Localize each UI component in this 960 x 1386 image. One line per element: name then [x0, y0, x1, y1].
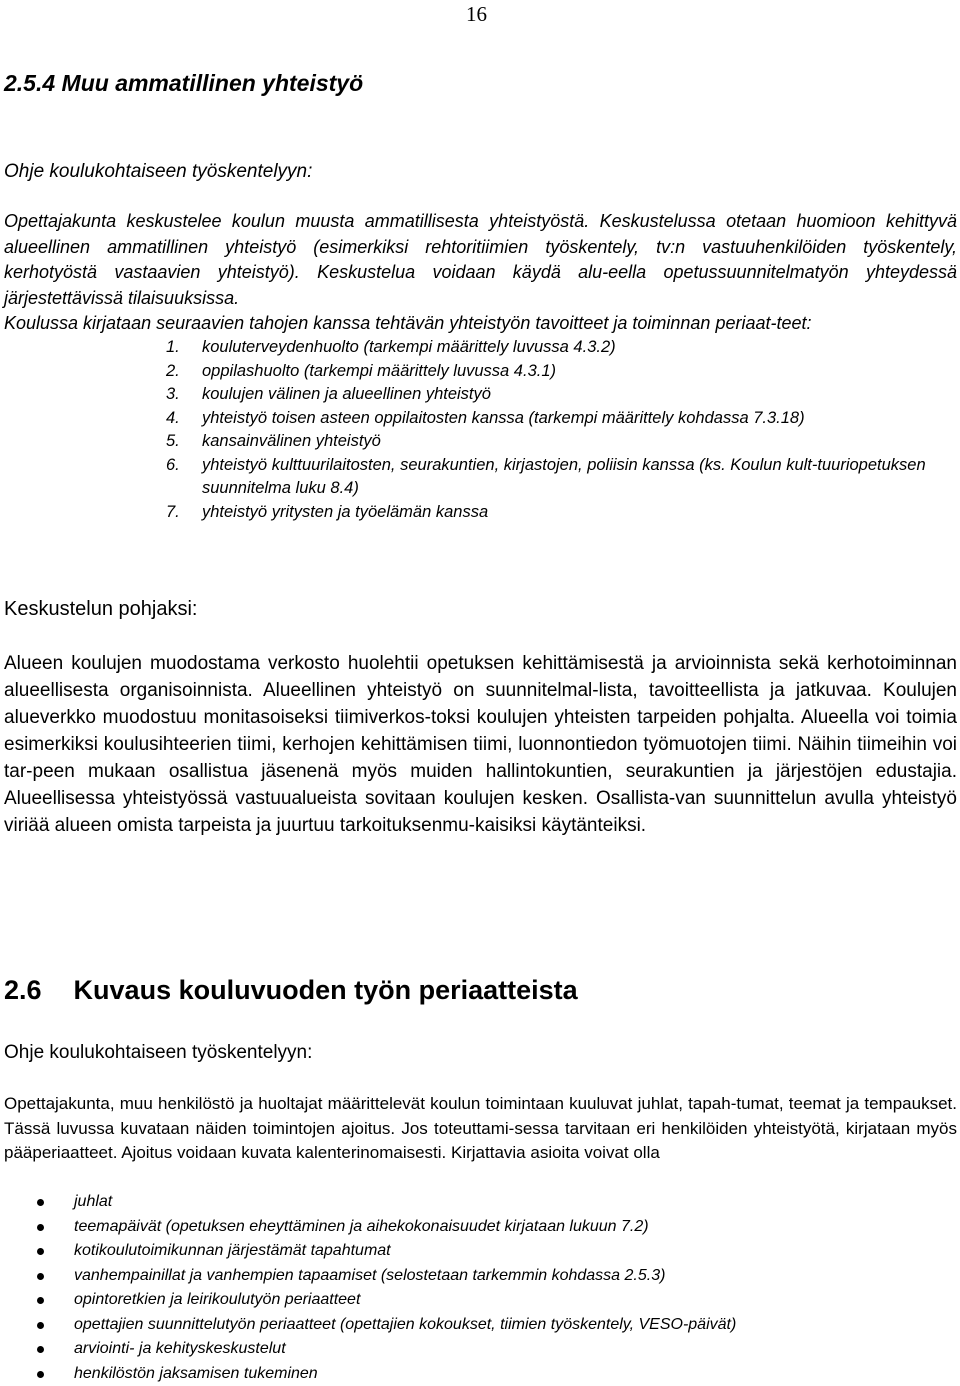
list-number: 5.: [166, 430, 180, 454]
list-text: koulujen välinen ja alueellinen yhteistyö: [202, 385, 491, 403]
bullet-icon: [37, 1371, 44, 1378]
list-item: [166, 430, 956, 454]
bullet-icon: [37, 1322, 44, 1329]
list-number: 3.: [166, 383, 180, 407]
list-number: 2.: [166, 360, 180, 384]
discussion-paragraph: Alueen koulujen muodostama verkosto huolehtii opetuksen kehittämisestä ja arvioinnista sekä kerhotoiminnan alueellisesta organisoinnista. Alueellinen yhteistyö on suunnitelmal-lista, tavoitteellista ja jatkuvaa. Koulujen alueverkko muodostuu monitasoiseksi tiimiverkos-toksi koulujen yhteisten tarpeiden pohjalta. Alueella voi toimia esimerkiksi koulusihteerien tiimi, kerhojen kehittämisen tiimi, luonnontiedon työmuotojen tiimi. Näihin tiimeihin voi tar-peen mukaan osallistua jäsenenä myös muiden hallintokuntien, seurakuntien ja järjestöjen edustajia. Alueellisessa yhteistyössä vastuualueista sovitaan koulujen kesken. Osallista-van suunnittelun avulla yhteistyö viriää alueen omista tarpeista ja juurtuu tarkoituksenmu-kaisiksi käytänteiksi.: [4, 650, 957, 839]
bullet-icon: [37, 1199, 44, 1206]
bullet-text: juhlat: [74, 1193, 112, 1210]
section-paragraph: [4, 209, 957, 337]
bullet-icon: [37, 1297, 44, 1304]
bullet-icon: [37, 1273, 44, 1280]
bullet-list: [0, 1190, 956, 1386]
bullet-icon: [37, 1224, 44, 1231]
bullet-text: kotikoulutoimikunnan järjestämät tapahtumat: [74, 1242, 391, 1259]
chapter-paragraph: Opettajakunta, muu henkilöstö ja huoltajat määrittelevät koulun toimintaan kuuluvat juhlat, tapah-tumat, teemat ja tempaukset. Tässä luvussa kuvataan näiden toimintojen ajoitus. Jos toteuttami-sessa tarvitaan eri henkilöiden yhteistyötä, kirjataan myös pääperiaatteet. Ajoitus voidaan kuvata kalenterinomaisesti. Kirjattavia asioita voivat olla: [4, 1092, 957, 1166]
list-text: yhteistyö kulttuurilaitosten, seurakuntien, kirjastojen, poliisin kanssa (ks. Koulun kult-tuuriopetuksen suunnitelma luku 8.4): [202, 456, 926, 498]
bullet-text: teemapäivät (opetuksen eheyttäminen ja aihekokonaisuudet kirjataan lukuun 7.2): [74, 1218, 649, 1235]
bullet-item: [0, 1313, 956, 1338]
discussion-heading: Keskustelun pohjaksi:: [4, 598, 197, 621]
list-text: oppilashuolto (tarkempi määrittely luvussa 4.3.1): [202, 362, 556, 380]
chapter-heading-text: Kuvaus kouluvuoden työn periaatteista: [74, 975, 578, 1005]
bullet-item: [0, 1215, 956, 1240]
bullet-item: [0, 1190, 956, 1215]
bullet-icon: [37, 1248, 44, 1255]
page-number: 16: [466, 2, 487, 27]
list-text: yhteistyö toisen asteen oppilaitosten kanssa (tarkempi määrittely kohdassa 7.3.18): [202, 409, 805, 427]
list-number: 4.: [166, 407, 180, 431]
list-number: 6.: [166, 454, 180, 478]
bullet-item: [0, 1239, 956, 1264]
list-text: kouluterveydenhuolto (tarkempi määrittely luvussa 4.3.2): [202, 338, 616, 356]
bullet-item: [0, 1264, 956, 1289]
list-item: [166, 360, 956, 384]
bullet-text: vanhempainillat ja vanhempien tapaamiset (selostetaan tarkemmin kohdassa 2.5.3): [74, 1267, 665, 1284]
section-paragraph-2: Koulussa kirjataan seuraavien tahojen kanssa tehtävän yhteistyön tavoitteet ja toiminnan periaat-teet:: [4, 311, 957, 337]
list-text: kansainvälinen yhteistyö: [202, 432, 381, 450]
chapter-heading: [4, 975, 578, 1006]
section-paragraph-1: Opettajakunta keskustelee koulun muusta ammatillisesta yhteistyöstä. Keskustelussa otetaan huomioon kehittyvä alueellinen ammatillinen yhteistyö (esimerkiksi rehtoritiimien työskentely, tv:n vastuuhenkilöiden työskentely, kerhotyöstä vastaavien yhteistyö). Keskustelua voidaan käydä alu-eella opetussuunnitelmatyön yhteydessä järjestettävissä tilaisuuksissa.: [4, 209, 957, 311]
bullet-icon: [37, 1346, 44, 1353]
chapter-guide-heading: Ohje koulukohtaiseen työskentelyyn:: [4, 1042, 312, 1064]
bullet-text: opettajien suunnittelutyön periaatteet (opettajien kokoukset, tiimien työskentely, VESO-päivät): [74, 1316, 736, 1333]
list-text: yhteistyö yritysten ja työelämän kanssa: [202, 503, 488, 521]
bullet-item: [0, 1362, 956, 1386]
list-item: [166, 454, 956, 501]
bullet-text: opintoretkien ja leirikoulutyön periaatteet: [74, 1291, 360, 1308]
list-number: 1.: [166, 336, 180, 360]
bullet-item: [0, 1288, 956, 1313]
section-heading: 2.5.4 Muu ammatillinen yhteistyö: [4, 70, 363, 97]
list-item: [166, 336, 956, 360]
bullet-text: henkilöstön jaksamisen tukeminen: [74, 1365, 318, 1382]
bullet-item: [0, 1337, 956, 1362]
numbered-list: [166, 336, 956, 524]
section-guide-heading: Ohje koulukohtaiseen työskentelyyn:: [4, 161, 312, 183]
list-number: 7.: [166, 501, 180, 525]
list-item: [166, 407, 956, 431]
list-item: [166, 383, 956, 407]
bullet-text: arviointi- ja kehityskeskustelut: [74, 1340, 286, 1357]
chapter-heading-number: 2.6: [4, 975, 42, 1005]
list-item: [166, 501, 956, 525]
